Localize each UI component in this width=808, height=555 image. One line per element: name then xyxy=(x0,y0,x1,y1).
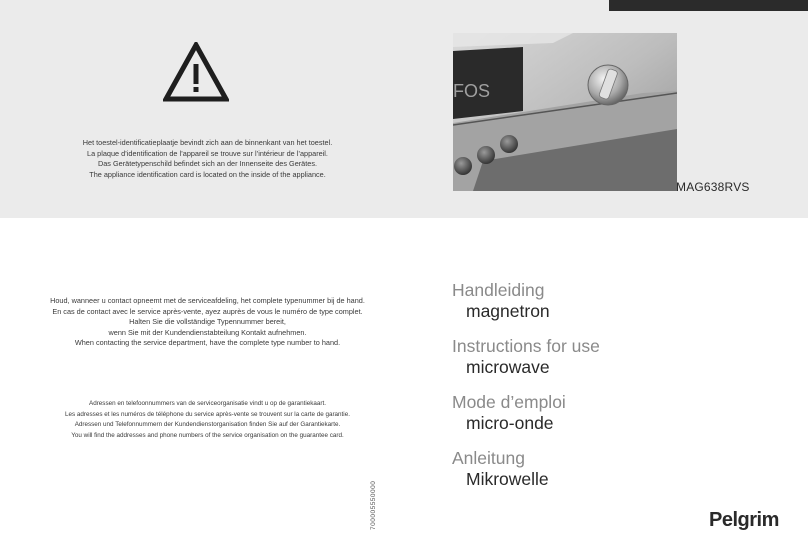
model-number: MAG638RVS xyxy=(676,180,750,194)
document-code: 700005550000 xyxy=(370,480,377,530)
manual-titles xyxy=(452,281,752,505)
address-notice: Adressen en telefoonnummers van de serviceorganisatie vindt u op de garantiekaart. Les adresses et les numéros de téléphone du service après-vente se trouvent sur la carte de garantie. Adressen und Telefonnummern der Kundendienstorganisation finden Sie auf der Garantiekarte. You will find the addresses and phone numbers of the service organisation on the guarantee card. xyxy=(65,400,350,439)
warning-triangle-icon xyxy=(163,42,229,102)
title-dutch: Handleiding magnetron xyxy=(452,280,550,321)
title-english: Instructions for use microwave xyxy=(452,336,600,377)
identification-notice: Het toestel-identificatieplaatje bevindt zich aan de binnenkant van het toestel. La plaque d’identification de l’appareil se trouve sur l’intérieur de l’appareil. Das Gerätetypenschild befindet sich an der Innenseite des Gerätes. The appliance identification card is located on the inside of the appliance. xyxy=(82,138,333,179)
corner-bar xyxy=(609,0,808,11)
title-french: Mode d’emploi micro-onde xyxy=(452,392,566,433)
service-notice: Houd, wanneer u contact opneemt met de serviceafdeling, het complete typenummer bij de hand. En cas de contact avec le service après-vente, ayez auprès de vous le numéro de type complet. Halten Sie die vollständige Typennummer bereit, wenn Sie mit der Kundendienstabteilung Kontakt aufnehmen. When contacting the service department, have the complete type number to hand. xyxy=(50,296,365,348)
appliance-photo xyxy=(453,33,677,191)
title-german: Anleitung Mikrowelle xyxy=(452,448,549,489)
brand-logo: Pelgrim xyxy=(709,509,779,531)
oven-display-text: FOS xyxy=(453,81,491,101)
